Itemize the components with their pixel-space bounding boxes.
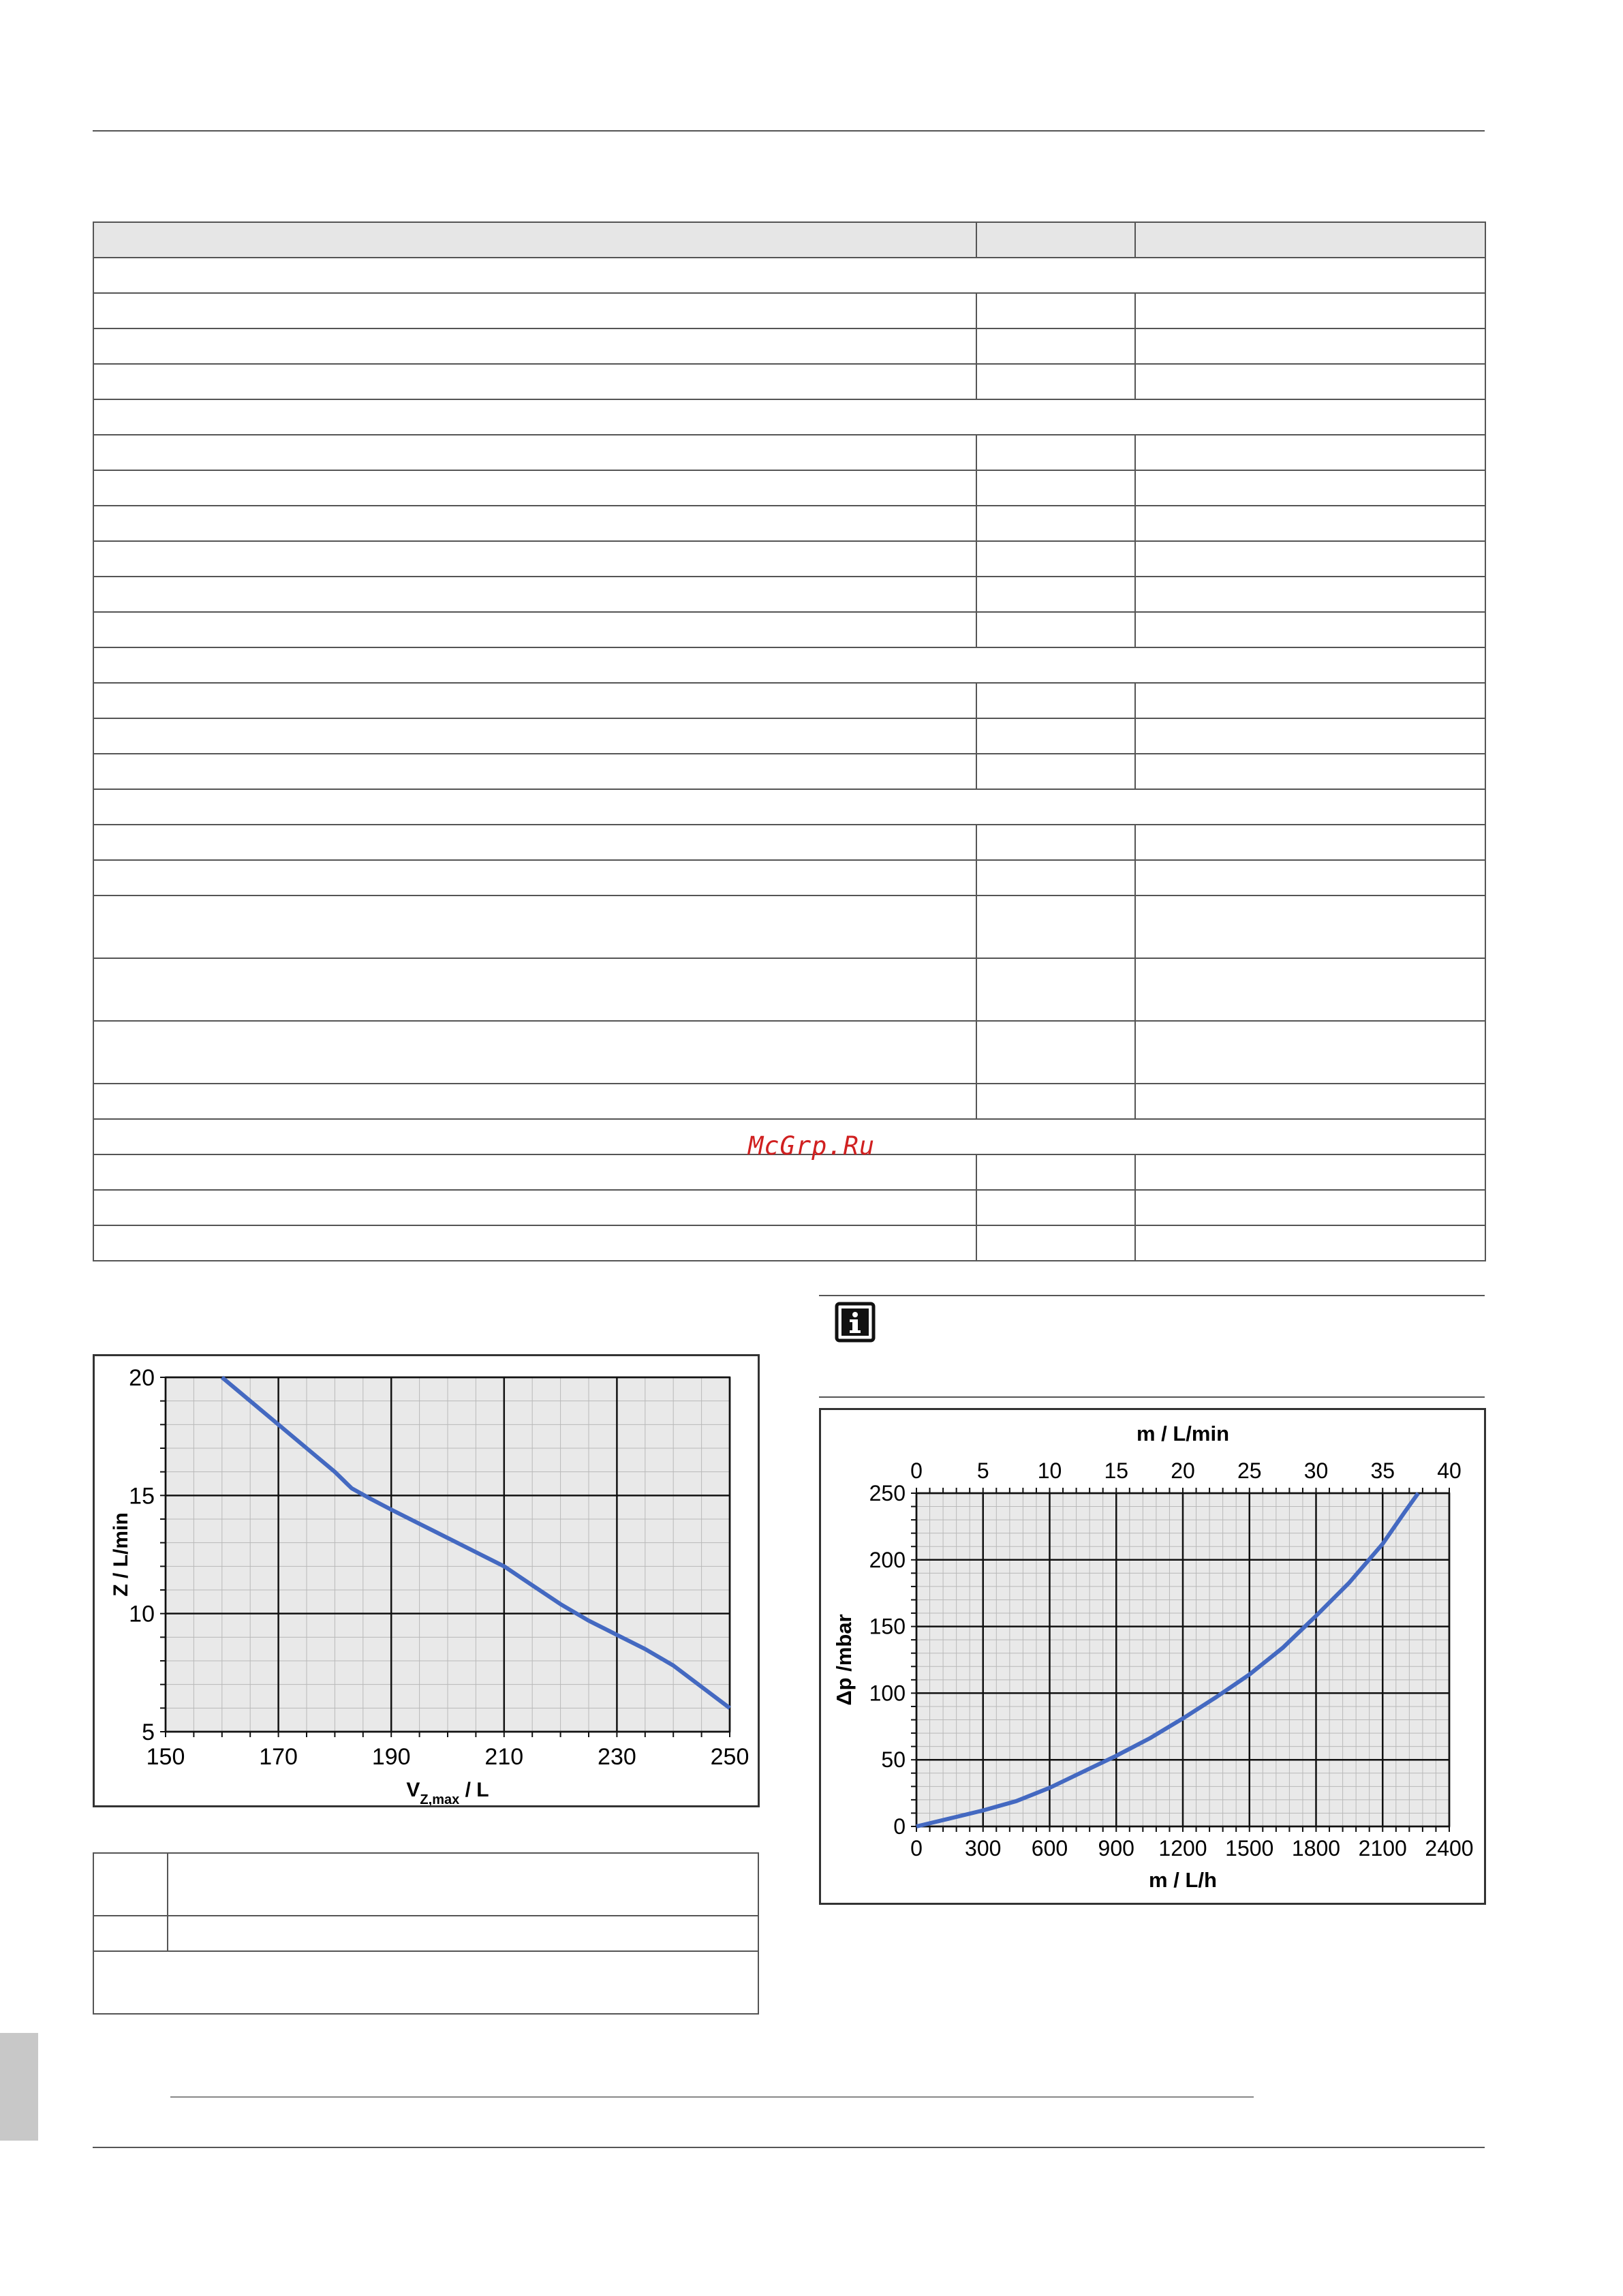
x-tick-label: 210: [484, 1744, 524, 1770]
table-row: [93, 825, 1485, 860]
table-row: [93, 293, 1485, 328]
x-top-tick-label: 20: [1171, 1458, 1195, 1483]
x-tick-label: 900: [1098, 1836, 1134, 1861]
table-row: [93, 754, 1485, 789]
legend-row: [93, 1916, 758, 1951]
info-icon: [835, 1302, 876, 1343]
x-tick-label: 1500: [1225, 1836, 1274, 1861]
x-tick-label: 2400: [1425, 1836, 1474, 1861]
watermark: McGrp.Ru: [748, 1131, 876, 1161]
table-row: [93, 896, 1485, 958]
table-row: [93, 328, 1485, 364]
x-top-tick-label: 15: [1104, 1458, 1129, 1483]
y-tick-label: 200: [869, 1547, 906, 1572]
x-tick-label: 0: [910, 1836, 923, 1861]
y-axis-label: Δp /mbar: [832, 1614, 856, 1706]
x-tick-label: 600: [1031, 1836, 1068, 1861]
table-row: [93, 958, 1485, 1021]
x-tick-label: 1200: [1158, 1836, 1207, 1861]
table-row: [93, 364, 1485, 399]
table-row: [93, 718, 1485, 754]
x-tick-label: 2100: [1358, 1836, 1407, 1861]
table-row: [93, 541, 1485, 577]
chart-flow-vs-volume-svg: [95, 1356, 758, 1805]
spec-table: [93, 221, 1486, 1261]
x-top-tick-label: 0: [910, 1458, 923, 1483]
table-row: [93, 1021, 1485, 1084]
x-top-tick-label: 30: [1303, 1458, 1329, 1483]
x-top-tick-label: 40: [1437, 1458, 1462, 1483]
table-row: [93, 1225, 1485, 1261]
x-top-tick-label: 35: [1370, 1458, 1395, 1483]
table-row: [93, 435, 1485, 470]
y-tick-label: 150: [869, 1614, 906, 1639]
x-tick-label: 150: [146, 1744, 185, 1770]
y-tick-label: 100: [869, 1681, 906, 1706]
y-tick-label: 10: [129, 1601, 155, 1627]
legend-table: [93, 1852, 759, 2015]
x-axis-label: $V_{Z,max}$ / L: [406, 1779, 489, 1805]
y-axis-label: Z / L/min: [110, 1512, 132, 1597]
chart-flow-vs-volume: [93, 1354, 760, 1807]
table-section-row: [93, 258, 1485, 293]
table-row: [93, 1084, 1485, 1119]
top-rule: [93, 130, 1485, 132]
x-tick-label: 250: [710, 1744, 749, 1770]
table-row: [93, 683, 1485, 718]
x-tick-label: 300: [965, 1836, 1002, 1861]
table-row: [93, 1190, 1485, 1225]
y-tick-label: 20: [129, 1365, 155, 1391]
table-section-row: [93, 647, 1485, 683]
x-top-tick-label: 5: [976, 1458, 989, 1483]
x-top-axis-label: m / L/min: [1136, 1422, 1230, 1445]
legend-footnote-row: [93, 1951, 758, 2014]
y-tick-label: 50: [881, 1747, 906, 1773]
legend-row: [93, 1853, 758, 1916]
x-top-tick-label: 25: [1237, 1458, 1262, 1483]
y-tick-label: 250: [869, 1481, 906, 1505]
table-row: [93, 506, 1485, 541]
table-section-row: [93, 789, 1485, 825]
note-top-rule: [819, 1295, 1485, 1296]
table-row: [93, 577, 1485, 612]
y-tick-label: 0: [893, 1814, 906, 1839]
x-tick-label: 190: [371, 1744, 411, 1770]
note-bottom-rule: [819, 1396, 1485, 1398]
table-row: [93, 612, 1485, 647]
x-top-tick-label: 10: [1037, 1458, 1062, 1483]
x-axis-label: m / L/h: [1149, 1868, 1217, 1892]
x-tick-label: 230: [598, 1744, 636, 1770]
side-tab: [0, 2033, 38, 2141]
table-row: [93, 470, 1485, 506]
y-tick-label: 5: [142, 1719, 155, 1745]
bottom-rule: [93, 2147, 1485, 2148]
chart-pressure-drop: [819, 1408, 1486, 1905]
table-section-row: [93, 399, 1485, 435]
table-row: [93, 860, 1485, 896]
footnote-rule: [170, 2096, 1254, 2098]
chart-pressure-drop-svg: [821, 1410, 1484, 1903]
x-tick-label: 170: [259, 1744, 298, 1770]
x-tick-label: 1800: [1291, 1836, 1341, 1861]
y-tick-label: 15: [129, 1483, 155, 1510]
table-header-row: [93, 222, 1485, 258]
